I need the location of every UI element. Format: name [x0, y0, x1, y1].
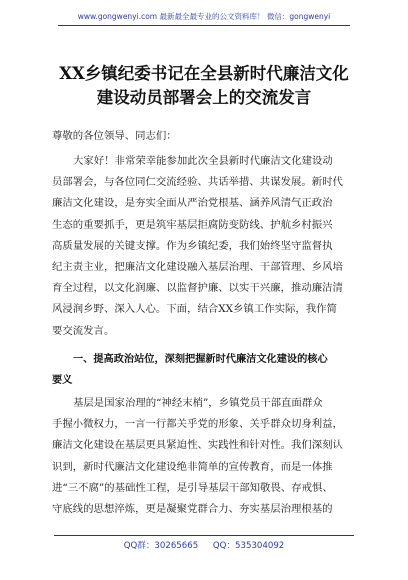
paragraph-line: 基层是国家治理的“神经末梢”，乡镇党员干部直面群众 — [73, 397, 323, 409]
header-divider — [58, 25, 350, 26]
footer-divider — [54, 535, 354, 536]
paragraph-line: 进“三不腐”的基础性工程，是引导基层干部知敬畏、存戒惧、 — [52, 481, 333, 494]
paragraph-line: 纪主责主业，把廉洁文化建设融入基层治理、干部管理、乡风培 — [52, 261, 343, 274]
title-line-1: XX乡镇纪委书记在全县新时代廉洁文化 — [59, 64, 349, 83]
paragraph-line: 风浸润乡野、深入人心。下面，结合XX乡镇工作实际，我作简 — [52, 303, 337, 316]
paragraph-1 — [52, 151, 356, 342]
paragraph-line: 生态的重要抓手，更是筑牢基层拒腐防变防线、护航乡村振兴 — [52, 218, 333, 231]
paragraph-line: 守底线的思想淬炼，更是凝聚党群合力、夯实基层治理根基的 — [52, 503, 333, 516]
paragraph-line: 高质量发展的关键支撑。作为乡镇纪委，我们始终坚守监督执 — [52, 239, 333, 252]
paragraph-line: 员部署会，与各位同仁交流经验、共话举措、共谋发展。新时代 — [52, 176, 343, 189]
page-header — [0, 0, 408, 34]
footer-qq-group: QQ群：30265665 — [123, 541, 199, 551]
paragraph-line: 大家好！非常荣幸能参加此次全县新时代廉洁文化建设动 — [73, 155, 333, 167]
paragraph-line: 育全过程，以文化润廉、以监督护廉、以实干兴廉，推动廉洁清 — [52, 282, 343, 295]
document-title — [40, 62, 368, 110]
salutation — [52, 126, 356, 147]
title-line-2: 建设动员部署会上的交流发言 — [96, 88, 312, 107]
section-heading-1 — [52, 349, 356, 391]
salutation-text: 尊敬的各位领导、同志们： — [52, 130, 177, 142]
paragraph-line: 要交流发言。 — [52, 324, 115, 337]
paragraph-line: 识到，新时代廉洁文化建设绝非简单的宣传教育，而是一体推 — [52, 460, 333, 473]
heading-line: 要义 — [52, 374, 73, 387]
footer-qq: QQ：535304092 — [212, 541, 285, 551]
paragraph-line: 廉洁文化建设，是夯实全面从严治党根基、涵养风清气正政治 — [52, 197, 333, 210]
page-footer — [0, 535, 408, 565]
paragraph-2 — [52, 393, 356, 520]
footer-contact — [0, 539, 408, 551]
paragraph-line: 廉洁文化建设在基层更具紧迫性、实践性和针对性。我们深刻认 — [52, 439, 343, 452]
header-banner-text: www.gongwenyi.com 最新最全最专业的公文资料库！ 微信：gongwenyi — [77, 12, 331, 21]
paragraph-line: 手握小微权力，一言一行都关乎党的形象、关乎群众切身利益， — [52, 418, 343, 431]
heading-line: 一、提高政治站位，深刻把握新时代廉洁文化建设的核心 — [73, 353, 328, 365]
